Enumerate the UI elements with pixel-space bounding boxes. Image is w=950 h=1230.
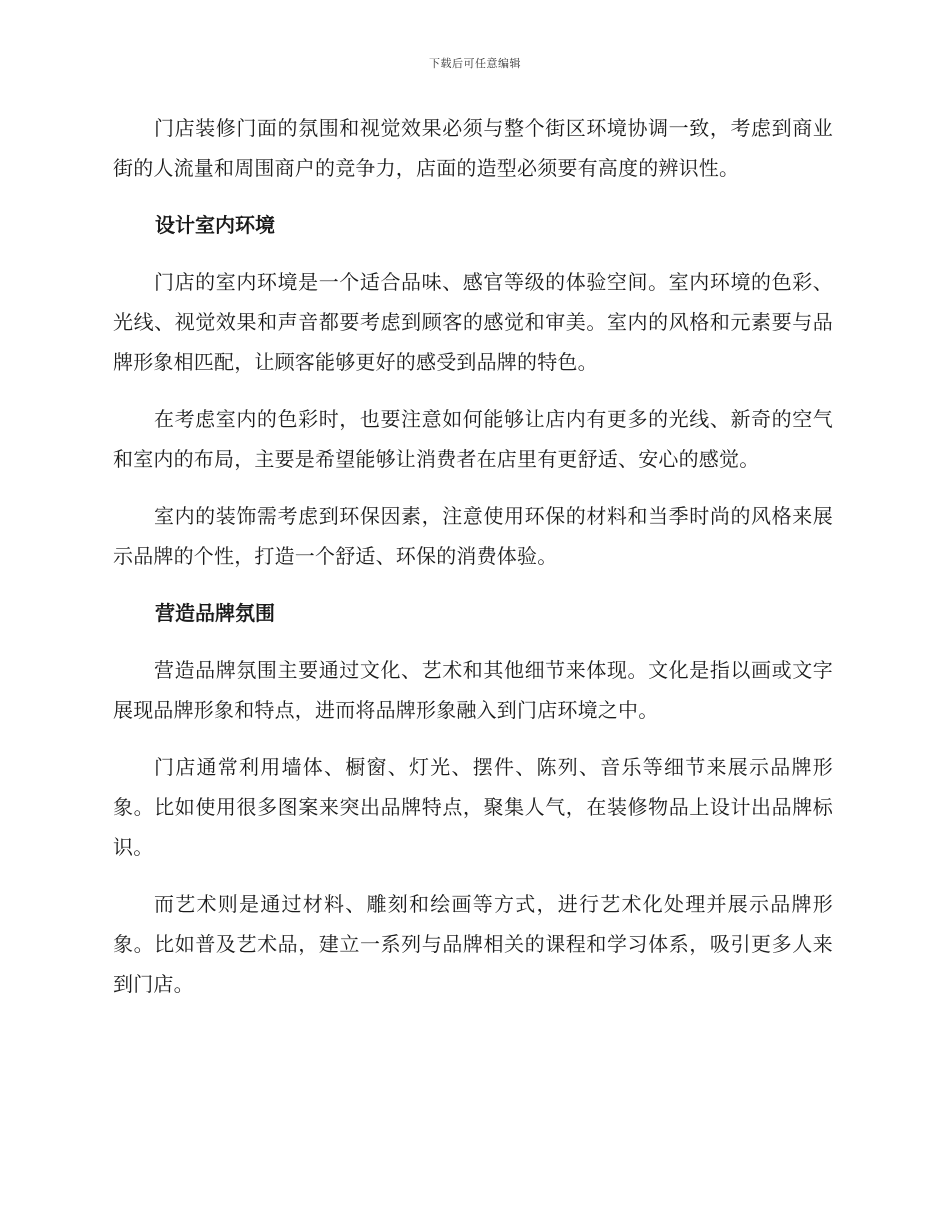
paragraph-storefront: 门店装修门面的氛围和视觉效果必须与整个街区环境协调一致，考虑到商业街的人流量和周围商户的竞争力，店面的造型必须要有高度的辨识性。 bbox=[113, 116, 833, 180]
paragraph-brand-culture: 营造品牌氛围主要通过文化、艺术和其他细节来体现。文化是指以画或文字展现品牌形象和特点，进而将品牌形象融入到门店环境之中。 bbox=[113, 658, 833, 722]
section-heading-brand-atmosphere: 营造品牌氛围 bbox=[155, 601, 275, 625]
header-note: 下载后可任意编辑 bbox=[429, 57, 521, 70]
document-body bbox=[113, 108, 833, 1021]
paragraph-interior-decoration: 室内的装饰需考虑到环保因素，注意使用环保的材料和当季时尚的风格来展示品牌的个性，打造一个舒适、环保的消费体验。 bbox=[113, 504, 833, 568]
paragraph-brand-art: 而艺术则是通过材料、雕刻和绘画等方式，进行艺术化处理并展示品牌形象。比如普及艺术品，建立一系列与品牌相关的课程和学习体系，吸引更多人来到门店。 bbox=[113, 892, 833, 996]
section-heading-interior: 设计室内环境 bbox=[155, 213, 275, 237]
paragraph-interior-space: 门店的室内环境是一个适合品味、感官等级的体验空间。室内环境的色彩、光线、视觉效果和声音都要考虑到顾客的感觉和审美。室内的风格和元素要与品牌形象相匹配，让顾客能够更好的感受到品牌的特色。 bbox=[113, 270, 833, 374]
paragraph-brand-details: 门店通常利用墙体、橱窗、灯光、摆件、陈列、音乐等细节来展示品牌形象。比如使用很多图案来突出品牌特点，聚集人气，在装修物品上设计出品牌标识。 bbox=[113, 755, 833, 859]
paragraph-interior-color: 在考虑室内的色彩时，也要注意如何能够让店内有更多的光线、新奇的空气和室内的布局，主要是希望能够让消费者在店里有更舒适、安心的感觉。 bbox=[113, 407, 833, 471]
